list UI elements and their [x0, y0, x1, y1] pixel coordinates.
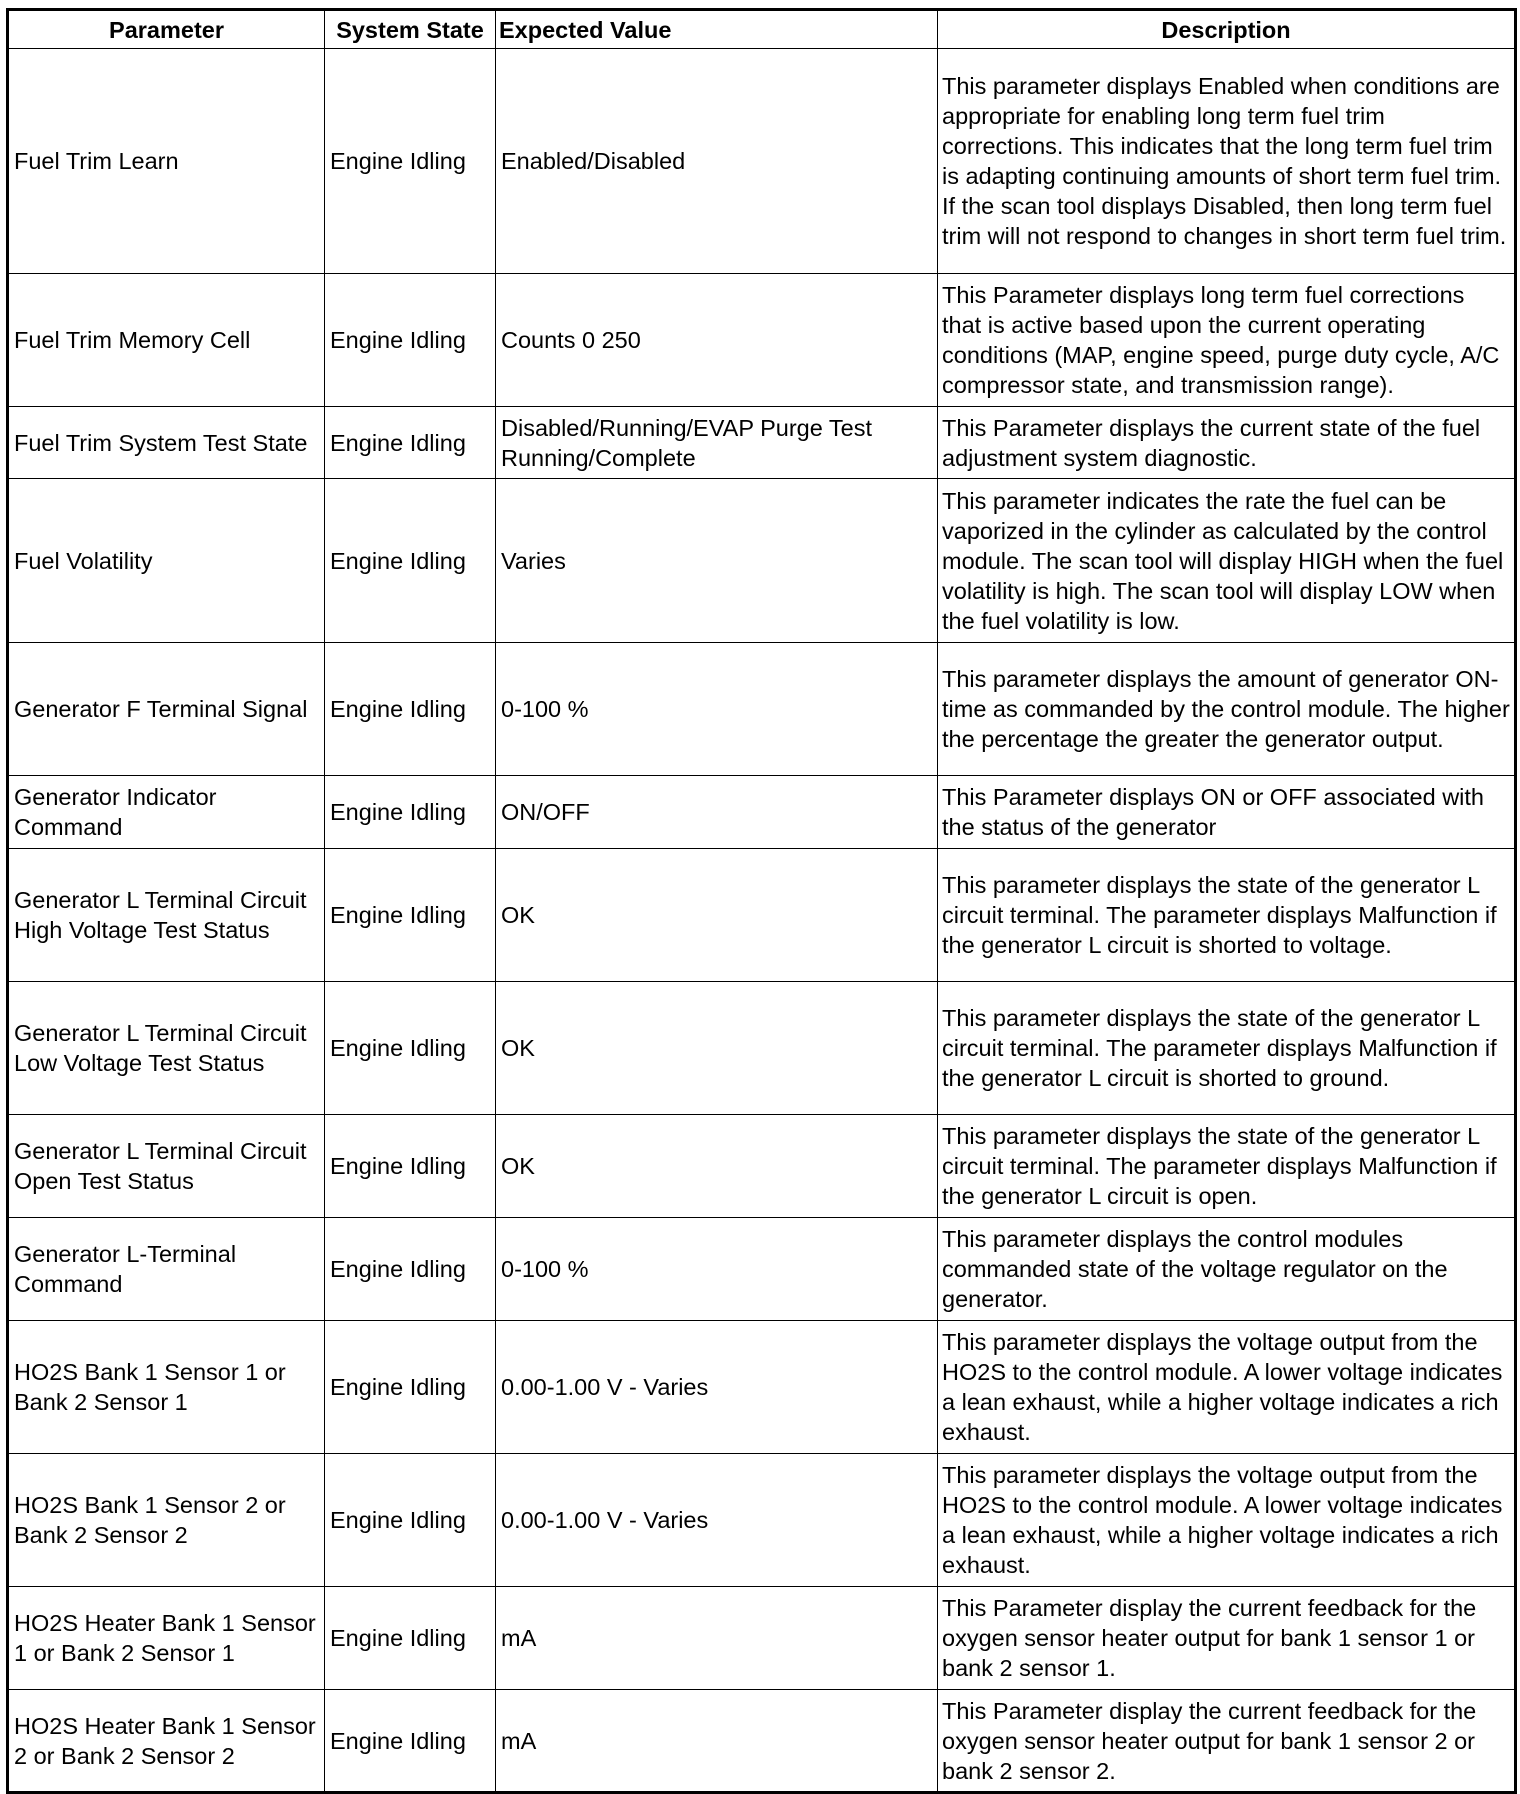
cell-system-state: Engine Idling: [325, 1321, 496, 1454]
cell-system-state: Engine Idling: [325, 1454, 496, 1587]
table-header: [8, 10, 1516, 49]
table-body: [8, 49, 1516, 1793]
table-row: [8, 1587, 1516, 1690]
cell-expected-value: Disabled/Running/EVAP Purge Test Running/Complete: [496, 407, 938, 479]
cell-parameter: HO2S Heater Bank 1 Sensor 1 or Bank 2 Sensor 1: [8, 1587, 325, 1690]
cell-system-state: Engine Idling: [325, 849, 496, 982]
header-row: [8, 10, 1516, 49]
cell-description: This Parameter displays the current state of the fuel adjustment system diagnostic.: [938, 407, 1516, 479]
cell-system-state: Engine Idling: [325, 1218, 496, 1321]
cell-description: This parameter indicates the rate the fuel can be vaporized in the cylinder as calculated by the control module. The scan tool will display HIGH when the fuel volatility is high. The scan tool will display LOW when the fuel volatility is low.: [938, 479, 1516, 643]
cell-expected-value: Enabled/Disabled: [496, 49, 938, 274]
cell-parameter: Generator L Terminal Circuit Open Test Status: [8, 1115, 325, 1218]
cell-description: This parameter displays the voltage output from the HO2S to the control module. A lower voltage indicates a lean exhaust, while a higher voltage indicates a rich exhaust.: [938, 1321, 1516, 1454]
cell-system-state: Engine Idling: [325, 1115, 496, 1218]
cell-system-state: Engine Idling: [325, 1587, 496, 1690]
cell-description: This parameter displays the state of the generator L circuit terminal. The parameter displays Malfunction if the generator L circuit is shorted to ground.: [938, 982, 1516, 1115]
cell-description: This parameter displays the state of the generator L circuit terminal. The parameter displays Malfunction if the generator L circuit is shorted to voltage.: [938, 849, 1516, 982]
table-row: [8, 776, 1516, 849]
cell-system-state: Engine Idling: [325, 407, 496, 479]
header-parameter: Parameter: [8, 10, 325, 49]
cell-description: This Parameter display the current feedback for the oxygen sensor heater output for bank 1 sensor 2 or bank 2 sensor 2.: [938, 1690, 1516, 1793]
cell-description: This parameter displays the state of the generator L circuit terminal. The parameter displays Malfunction if the generator L circuit is open.: [938, 1115, 1516, 1218]
cell-system-state: Engine Idling: [325, 982, 496, 1115]
cell-description: This parameter displays Enabled when conditions are appropriate for enabling long term fuel trim corrections. This indicates that the long term fuel trim is adapting continuing amounts of short term fuel trim. If the scan tool displays Disabled, then long term fuel trim will not respond to changes in short term fuel trim.: [938, 49, 1516, 274]
cell-system-state: Engine Idling: [325, 1690, 496, 1793]
cell-description: This Parameter displays long term fuel corrections that is active based upon the current operating conditions (MAP, engine speed, purge duty cycle, A/C compressor state, and transmission range).: [938, 274, 1516, 407]
table-row: [8, 1115, 1516, 1218]
cell-parameter: Fuel Volatility: [8, 479, 325, 643]
cell-description: This parameter displays the amount of generator ON-time as commanded by the control module. The higher the percentage the greater the generator output.: [938, 643, 1516, 776]
cell-expected-value: 0.00-1.00 V - Varies: [496, 1454, 938, 1587]
table-row: [8, 1454, 1516, 1587]
cell-system-state: Engine Idling: [325, 776, 496, 849]
cell-parameter: Fuel Trim Learn: [8, 49, 325, 274]
cell-expected-value: Counts 0 250: [496, 274, 938, 407]
header-system-state: System State: [325, 10, 496, 49]
cell-expected-value: mA: [496, 1587, 938, 1690]
cell-system-state: Engine Idling: [325, 274, 496, 407]
table-row: [8, 49, 1516, 274]
cell-description: This Parameter display the current feedback for the oxygen sensor heater output for bank 1 sensor 1 or bank 2 sensor 1.: [938, 1587, 1516, 1690]
cell-parameter: Generator L-Terminal Command: [8, 1218, 325, 1321]
cell-expected-value: ON/OFF: [496, 776, 938, 849]
cell-expected-value: 0-100 %: [496, 643, 938, 776]
cell-system-state: Engine Idling: [325, 49, 496, 274]
cell-parameter: Fuel Trim System Test State: [8, 407, 325, 479]
cell-expected-value: 0.00-1.00 V - Varies: [496, 1321, 938, 1454]
cell-description: This parameter displays the voltage output from the HO2S to the control module. A lower voltage indicates a lean exhaust, while a higher voltage indicates a rich exhaust.: [938, 1454, 1516, 1587]
cell-expected-value: mA: [496, 1690, 938, 1793]
cell-expected-value: 0-100 %: [496, 1218, 938, 1321]
cell-parameter: HO2S Bank 1 Sensor 2 or Bank 2 Sensor 2: [8, 1454, 325, 1587]
cell-parameter: Generator Indicator Command: [8, 776, 325, 849]
header-expected-value: Expected Value: [496, 10, 938, 49]
parameter-table: [6, 8, 1517, 1794]
cell-system-state: Engine Idling: [325, 479, 496, 643]
cell-description: This parameter displays the control modules commanded state of the voltage regulator on the generator.: [938, 1218, 1516, 1321]
table-row: [8, 479, 1516, 643]
cell-expected-value: OK: [496, 1115, 938, 1218]
header-description: Description: [938, 10, 1516, 49]
cell-expected-value: Varies: [496, 479, 938, 643]
cell-description: This Parameter displays ON or OFF associated with the status of the generator: [938, 776, 1516, 849]
cell-expected-value: OK: [496, 849, 938, 982]
table-row: [8, 1218, 1516, 1321]
cell-parameter: Fuel Trim Memory Cell: [8, 274, 325, 407]
cell-parameter: Generator F Terminal Signal: [8, 643, 325, 776]
cell-parameter: Generator L Terminal Circuit Low Voltage Test Status: [8, 982, 325, 1115]
table-row: [8, 407, 1516, 479]
table-row: [8, 1690, 1516, 1793]
cell-system-state: Engine Idling: [325, 643, 496, 776]
cell-parameter: Generator L Terminal Circuit High Voltage Test Status: [8, 849, 325, 982]
cell-expected-value: OK: [496, 982, 938, 1115]
table-row: [8, 1321, 1516, 1454]
table-row: [8, 982, 1516, 1115]
table-row: [8, 643, 1516, 776]
cell-parameter: HO2S Bank 1 Sensor 1 or Bank 2 Sensor 1: [8, 1321, 325, 1454]
cell-parameter: HO2S Heater Bank 1 Sensor 2 or Bank 2 Sensor 2: [8, 1690, 325, 1793]
table-row: [8, 849, 1516, 982]
table-row: [8, 274, 1516, 407]
